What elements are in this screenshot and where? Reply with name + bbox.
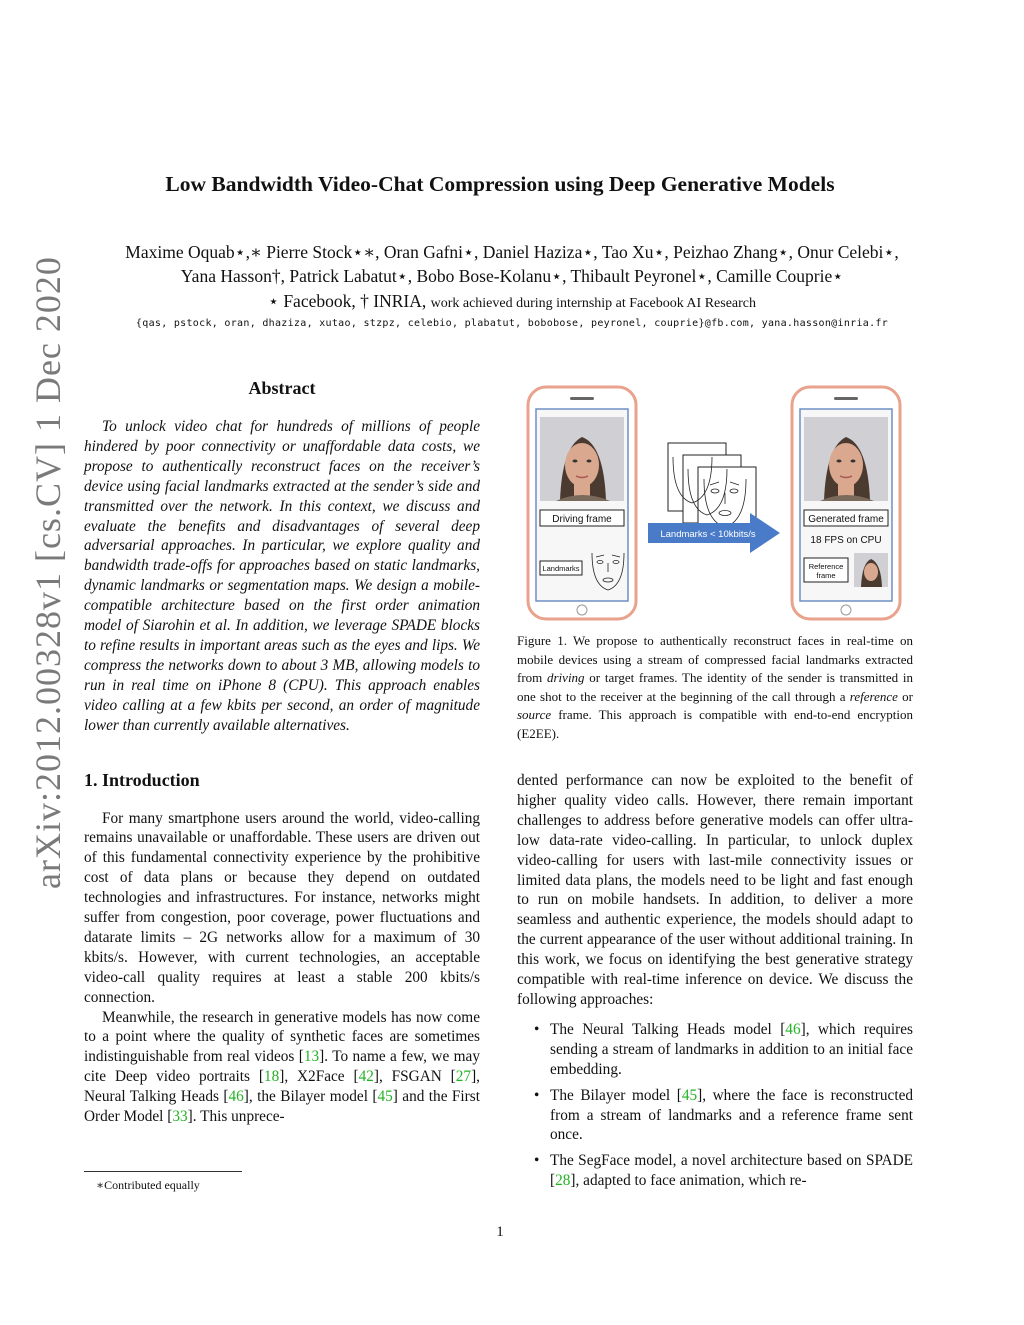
text-span: ], X2Face [ bbox=[279, 1068, 359, 1086]
sender-phone bbox=[528, 387, 636, 619]
bullet-dot: • bbox=[534, 1152, 540, 1170]
fps-label: 18 FPS on CPU bbox=[810, 535, 882, 546]
receiver-phone bbox=[792, 387, 900, 619]
affiliation-main: ⋆ Facebook, † INRIA, bbox=[268, 291, 427, 311]
generated-face-image bbox=[804, 417, 888, 501]
citation-link[interactable]: 27 bbox=[455, 1068, 472, 1086]
text-span: or target frames. The identity of the sender is transmitted in one shot to the receiver at the beginning of the call through a bbox=[517, 670, 913, 704]
citation-link[interactable]: 42 bbox=[358, 1068, 374, 1086]
citation-link[interactable]: 18 bbox=[263, 1068, 280, 1086]
right-paragraph-1: dented performance can now be exploited to the benefit of higher quality video calls. However, there remain important challenges to address before generative models can offer ultra-low data-rate video-calling. In particular, to unlock duplex video-calling for users with last-mile connectivity issues or limited data plans, the models need to be light and fast enough to run on mobile handsets. In addition, to deliver a more seamless and authentic experience, the models should adapt to the current appearance of the user without additional training. In this work, we focus on identifying the best generative strategy compatible with real-time inference on device. We discuss the following approaches: bbox=[517, 772, 913, 1008]
text-span: ]. To name a few, we may cite Deep video portraits [ bbox=[84, 1048, 480, 1086]
approach-list bbox=[517, 1020, 913, 1191]
citation-link[interactable]: 46 bbox=[228, 1088, 244, 1106]
bullet-dot: • bbox=[534, 1086, 540, 1104]
text-span: ], the Bilayer model [ bbox=[243, 1088, 378, 1106]
text-span: The Bilayer model [ bbox=[550, 1086, 682, 1104]
abstract-heading: Abstract bbox=[248, 378, 316, 398]
text-span: The SegFace model, a novel architecture based on SPADE [ bbox=[550, 1152, 913, 1190]
text-span: ], FSGAN [ bbox=[373, 1068, 456, 1086]
author-list bbox=[0, 240, 1024, 288]
left-column bbox=[84, 378, 480, 1127]
footnote-divider bbox=[84, 1171, 242, 1172]
text-span: frame. This approach is compatible with end-to-end encryption (E2EE). bbox=[517, 707, 913, 741]
emphasis: source bbox=[517, 707, 552, 722]
citation-link[interactable]: 45 bbox=[377, 1088, 393, 1106]
figure-1 bbox=[520, 385, 920, 625]
figure-1-caption bbox=[517, 632, 913, 743]
reference-label-line-1: Reference bbox=[808, 562, 844, 571]
right-column bbox=[517, 771, 913, 1197]
text-span: The Neural Talking Heads model [ bbox=[550, 1020, 786, 1038]
text-span: ], adapted to face animation, which re- bbox=[570, 1172, 807, 1190]
abstract-text: To unlock video chat for hundreds of millions of people hindered by poor connectivity or unaffordable data costs, we propose to authentically reconstruct faces on the receiver’s device using facial landmarks extracted at the sender’s side and transmitted over the network. In this context, we discuss and evaluate the benefits and disadvantages of several deep adversarial approaches. In particular, we explore quality and bandwidth trade-offs for approaches based on static landmarks, dynamic landmarks or segmentation maps. We design a mobile-compatible architecture based on the first order animation model of Siarohin et al. In addition, we leverage SPADE blocks to refine results in important areas such as the eyes and lips. We compress the networks down to about 3 MB, allowing models to run in real time on iPhone 8 (CPU). This approach enables video calling at a few kbits per second, an order of magnitude lower than currently available alternatives. bbox=[84, 418, 480, 734]
text-span: ]. This unprece- bbox=[187, 1108, 285, 1126]
bullet-dot: • bbox=[534, 1020, 540, 1038]
arrow-label: Landmarks < 10kbits/s bbox=[660, 529, 756, 540]
intro-paragraph-1: For many smartphone users around the world, video-calling remains unavailable or unaffordable. These users are driven out of this fundamental connectivity experience by the prohibitive cost of data plans or because they depend on outdated technologies and infrastructures. For instance, networks might suffer from congestion, poor coverage, power fluctuations and datarate limits – 2G networks allow for a maximum of 30 kbits/s. However, with current technologies, an acceptable video-call quality requires at least a stable 200 kbits/s connection. bbox=[84, 809, 480, 1006]
list-item bbox=[517, 1086, 913, 1146]
text-span: Meanwhile, the research in generative models has now come to a point where the quality of synthetic faces are sometimes indistinguishable from real videos [ bbox=[84, 1008, 480, 1066]
text-span: ], Neural Talking Heads [ bbox=[84, 1068, 480, 1106]
text-span: Figure 1. We propose to authentically reconstruct faces in real-time on mobile devices using a stream of compressed facial landmarks extracted from bbox=[517, 633, 913, 685]
landmark-stream-cards bbox=[668, 443, 756, 535]
intro-paragraph-2 bbox=[84, 1008, 480, 1127]
emphasis: reference bbox=[849, 688, 898, 704]
landmarks-label: Landmarks bbox=[542, 564, 580, 573]
citation-link[interactable]: 28 bbox=[555, 1172, 571, 1190]
authors-line-1: Maxime Oquab⋆,∗ Pierre Stock⋆∗, Oran Gafni⋆, Daniel Haziza⋆, Tao Xu⋆, Peizhao Zhang⋆, Onur Celebi⋆, bbox=[125, 242, 899, 262]
reference-face-thumbnail bbox=[854, 553, 888, 587]
paper-title: Low Bandwidth Video-Chat Compression using Deep Generative Models bbox=[165, 172, 835, 196]
page-number: 1 bbox=[496, 1224, 504, 1240]
text-span: ] and the First Order Model [ bbox=[84, 1088, 480, 1126]
arxiv-watermark: arXiv:2012.00328v1 [cs.CV] 1 Dec 2020 bbox=[28, 256, 68, 889]
authors-line-2: Yana Hasson†, Patrick Labatut⋆, Bobo Bose-Kolanu⋆, Thibault Peyronel⋆, Camille Couprie⋆ bbox=[180, 266, 844, 286]
citation-link[interactable]: 13 bbox=[303, 1048, 320, 1066]
footnote: ∗Contributed equally bbox=[96, 1178, 200, 1192]
reference-label-line-2: frame bbox=[816, 571, 836, 580]
driving-frame-label: Driving frame bbox=[552, 514, 612, 525]
citation-link[interactable]: 33 bbox=[172, 1108, 188, 1126]
emphasis: driving bbox=[547, 670, 585, 685]
affiliations bbox=[0, 289, 1024, 316]
list-item bbox=[517, 1020, 913, 1080]
citation-link[interactable]: 46 bbox=[785, 1020, 801, 1038]
text-span: or bbox=[897, 688, 913, 704]
affiliation-note: work achieved during internship at Facebook AI Research bbox=[430, 296, 756, 311]
citation-link[interactable]: 45 bbox=[681, 1086, 698, 1104]
driving-face-image bbox=[540, 417, 624, 501]
text-span: ], which requires sending a stream of landmarks in addition to an initial face embedding. bbox=[550, 1020, 914, 1078]
generated-frame-label: Generated frame bbox=[808, 514, 884, 525]
list-item bbox=[517, 1151, 913, 1191]
text-span: ], where the face is reconstructed from a stream of landmarks and a reference frame sent once. bbox=[550, 1086, 914, 1144]
author-emails: {qas, pstock, oran, dhaziza, xutao, stzpz, celebio, plabatut, bobobose, peyronel, couprie}@fb.com, yana.hasson@inria.fr bbox=[135, 318, 889, 329]
intro-heading: 1. Introduction bbox=[84, 769, 200, 790]
